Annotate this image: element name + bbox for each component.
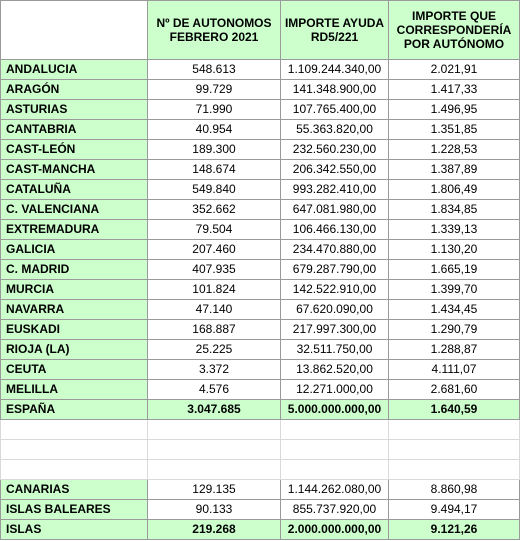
importe-cell: 5.000.000.000,00 [281,400,389,420]
table-row [1,500,520,520]
region-name-cell: C. MADRID [1,260,148,280]
table-row [1,100,520,120]
autonomos-cell: 207.460 [148,240,281,260]
header-blank-cell [1,1,148,60]
importe-cell: 1.144.262.080,00 [281,480,389,500]
importe-cell: 55.363.820,00 [281,120,389,140]
table-row [1,200,520,220]
region-name-cell: ANDALUCIA [1,60,148,80]
por-autonomo-cell: 1.387,89 [389,160,520,180]
importe-cell: 206.342.550,00 [281,160,389,180]
importe-cell: 67.620.090,00 [281,300,389,320]
spacer-cell [1,420,148,440]
por-autonomo-cell: 1.228,53 [389,140,520,160]
por-autonomo-cell: 1.806,49 [389,180,520,200]
por-autonomo-cell: 2.681,60 [389,380,520,400]
spacer-cell [389,420,520,440]
por-autonomo-cell: 1.834,85 [389,200,520,220]
table-row [1,360,520,380]
region-name-cell: ASTURIAS [1,100,148,120]
table-row [1,240,520,260]
spacer-row [1,440,520,460]
header-autonomos: Nº DE AUTONOMOS FEBRERO 2021 [148,1,281,60]
header-importe: IMPORTE AYUDA RD5/221 [281,1,389,60]
autonomos-cell: 129.135 [148,480,281,500]
importe-cell: 217.997.300,00 [281,320,389,340]
importe-cell: 32.511.750,00 [281,340,389,360]
importe-cell: 13.862.520,00 [281,360,389,380]
autonomos-cell: 189.300 [148,140,281,160]
table-row [1,140,520,160]
table-row [1,180,520,200]
por-autonomo-cell: 8.860,98 [389,480,520,500]
autonomos-cell: 25.225 [148,340,281,360]
spacer-cell [281,440,389,460]
spacer-cell [148,460,281,480]
region-name-cell: ESPAÑA [1,400,148,420]
importe-cell: 142.522.910,00 [281,280,389,300]
total-islas-row [1,520,520,540]
importe-cell: 234.470.880,00 [281,240,389,260]
table-row [1,120,520,140]
autonomos-cell: 3.372 [148,360,281,380]
region-name-cell: C. VALENCIANA [1,200,148,220]
table-row [1,480,520,500]
autonomos-cell: 219.268 [148,520,281,540]
importe-cell: 855.737.920,00 [281,500,389,520]
autonomos-cell: 90.133 [148,500,281,520]
importe-cell: 647.081.980,00 [281,200,389,220]
por-autonomo-cell: 1.351,85 [389,120,520,140]
region-name-cell: CAST-LEÓN [1,140,148,160]
table-row [1,280,520,300]
spacer-cell [389,440,520,460]
table-row [1,220,520,240]
por-autonomo-cell: 9.121,26 [389,520,520,540]
autonomos-cell: 40.954 [148,120,281,140]
region-name-cell: EUSKADI [1,320,148,340]
importe-cell: 1.109.244.340,00 [281,60,389,80]
importe-cell: 12.271.000,00 [281,380,389,400]
region-name-cell: MURCIA [1,280,148,300]
region-name-cell: CANARIAS [1,480,148,500]
importe-cell: 993.282.410,00 [281,180,389,200]
por-autonomo-cell: 1.640,59 [389,400,520,420]
region-name-cell: RIOJA (LA) [1,340,148,360]
table-row [1,260,520,280]
por-autonomo-cell: 1.130,20 [389,240,520,260]
autonomos-cell: 4.576 [148,380,281,400]
spacer-cell [148,440,281,460]
por-autonomo-cell: 1.399,70 [389,280,520,300]
spacer-cell [148,420,281,440]
importe-cell: 232.560.230,00 [281,140,389,160]
table-row [1,320,520,340]
spacer-row [1,460,520,480]
por-autonomo-cell: 1.339,13 [389,220,520,240]
por-autonomo-cell: 1.417,33 [389,80,520,100]
importe-cell: 106.466.130,00 [281,220,389,240]
autonomos-cell: 99.729 [148,80,281,100]
region-name-cell: ARAGÓN [1,80,148,100]
importe-cell: 679.287.790,00 [281,260,389,280]
region-name-cell: CEUTA [1,360,148,380]
spacer-cell [1,440,148,460]
region-name-cell: CAST-MANCHA [1,160,148,180]
spacer-cell [1,460,148,480]
region-name-cell: CATALUÑA [1,180,148,200]
por-autonomo-cell: 4.111,07 [389,360,520,380]
region-name-cell: CANTABRIA [1,120,148,140]
por-autonomo-cell: 1.496,95 [389,100,520,120]
spacer-cell [389,460,520,480]
total-espana-row [1,400,520,420]
table-row [1,380,520,400]
header-row [1,1,520,60]
autonomos-cell: 548.613 [148,60,281,80]
por-autonomo-cell: 2.021,91 [389,60,520,80]
spacer-cell [281,460,389,480]
autonomos-cell: 3.047.685 [148,400,281,420]
table-row [1,80,520,100]
autonomos-cell: 352.662 [148,200,281,220]
region-name-cell: ISLAS [1,520,148,540]
por-autonomo-cell: 1.288,87 [389,340,520,360]
autonomos-cell: 101.824 [148,280,281,300]
header-por-autonomo: IMPORTE QUE CORRESPONDERÍA POR AUTÓNOMO [389,1,520,60]
importe-cell: 141.348.900,00 [281,80,389,100]
autonomos-cell: 148.674 [148,160,281,180]
autonomos-cell: 47.140 [148,300,281,320]
autonomos-cell: 407.935 [148,260,281,280]
table-row [1,60,520,80]
spacer-row [1,420,520,440]
region-name-cell: EXTREMADURA [1,220,148,240]
table-row [1,160,520,180]
importe-cell: 107.765.400,00 [281,100,389,120]
region-name-cell: GALICIA [1,240,148,260]
por-autonomo-cell: 1.434,45 [389,300,520,320]
table-row [1,300,520,320]
autonomos-cell: 71.990 [148,100,281,120]
por-autonomo-cell: 1.665,19 [389,260,520,280]
region-name-cell: NAVARRA [1,300,148,320]
autonomos-cell: 168.887 [148,320,281,340]
por-autonomo-cell: 9.494,17 [389,500,520,520]
autonomos-cell: 79.504 [148,220,281,240]
table-row [1,340,520,360]
region-name-cell: MELILLA [1,380,148,400]
importe-cell: 2.000.000.000,00 [281,520,389,540]
region-name-cell: ISLAS BALEARES [1,500,148,520]
autonomos-cell: 549.840 [148,180,281,200]
spacer-cell [281,420,389,440]
por-autonomo-cell: 1.290,79 [389,320,520,340]
